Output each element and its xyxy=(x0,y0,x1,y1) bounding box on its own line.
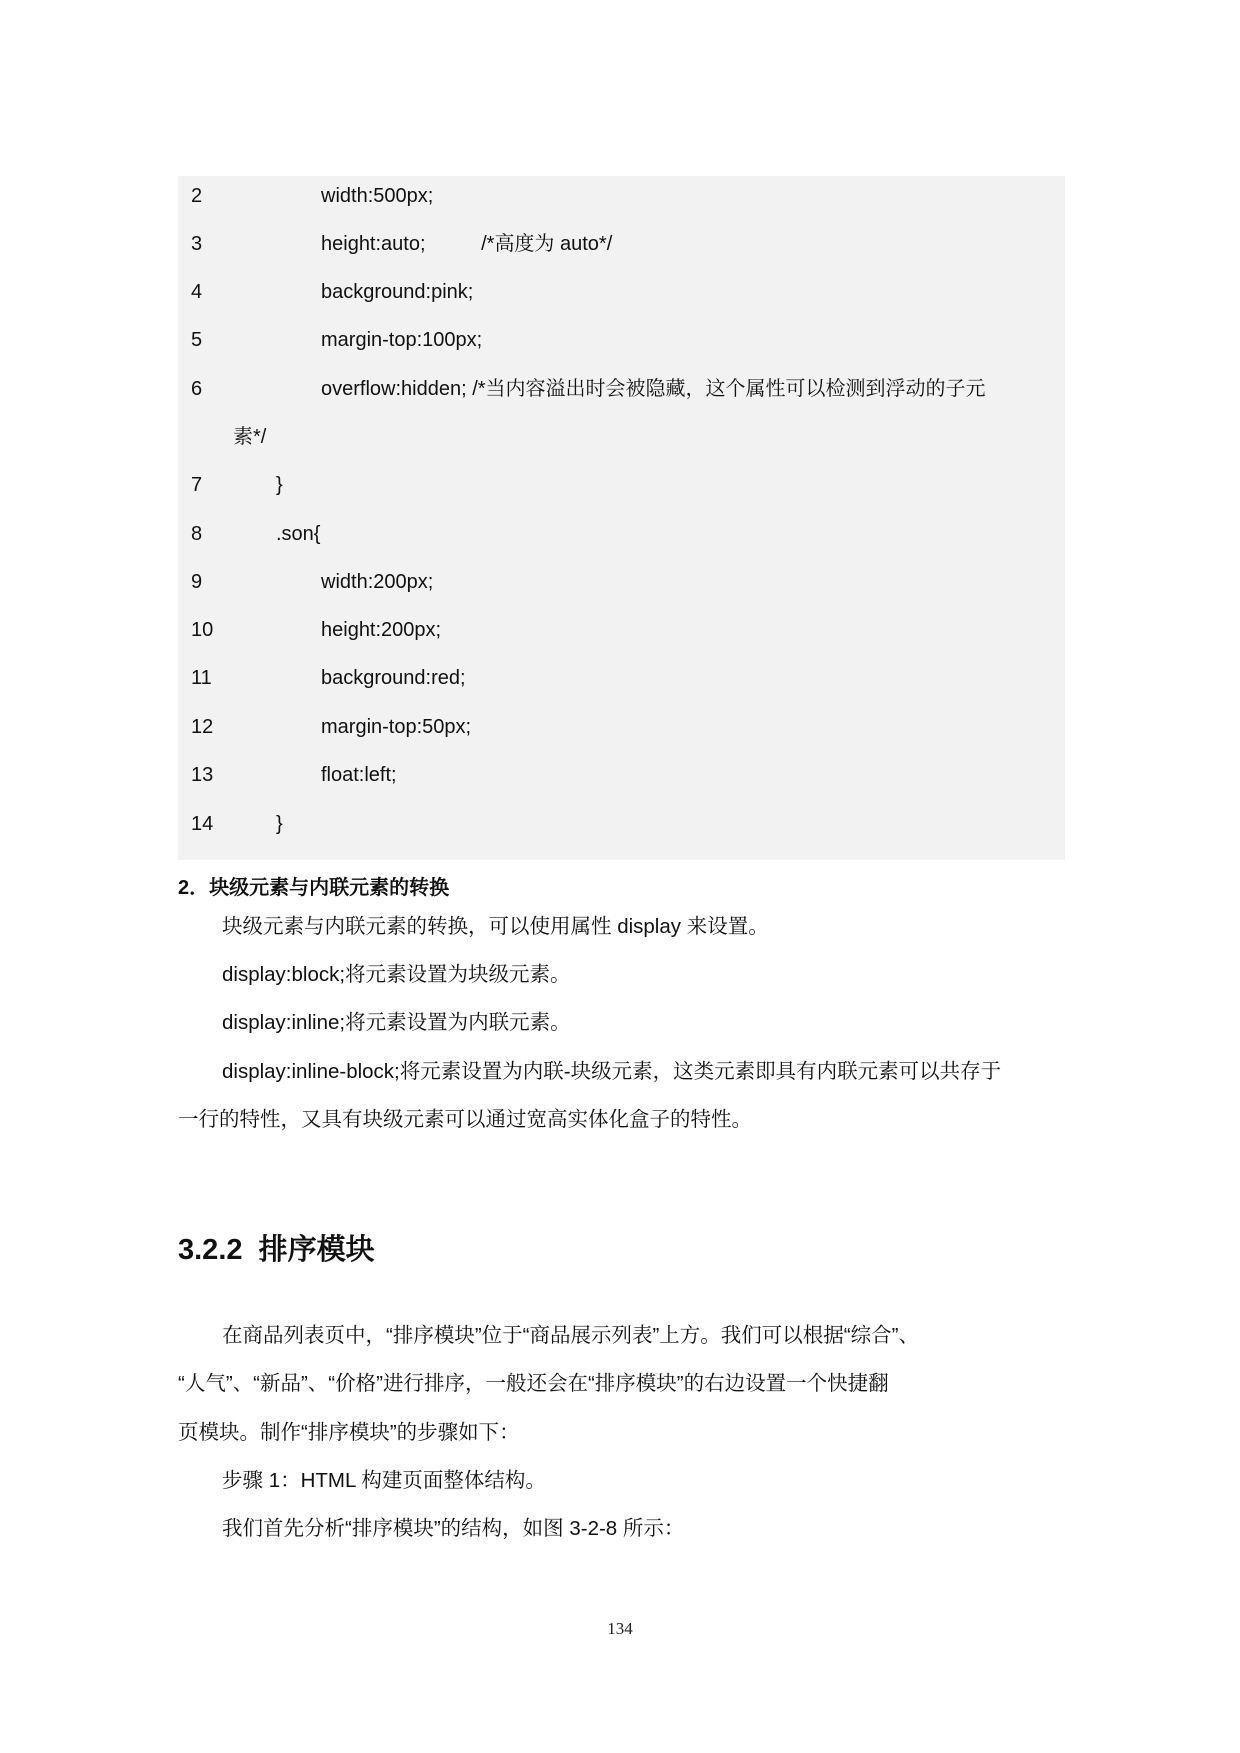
paragraph: display:inline;将元素设置为内联元素。 xyxy=(222,1011,571,1034)
line-number: 4 xyxy=(191,281,203,303)
code-text: height:auto; /*高度为 auto*/ xyxy=(321,233,613,255)
code-line xyxy=(178,707,1065,747)
code-line xyxy=(178,369,1065,409)
code-text: .son{ xyxy=(276,523,321,545)
code-line xyxy=(178,610,1065,650)
code-line-continuation xyxy=(178,417,1065,457)
page-number: 134 xyxy=(607,1619,633,1638)
code-text: background:pink; xyxy=(321,281,474,303)
code-line xyxy=(178,658,1065,698)
section-title: 3.2.2 排序模块 xyxy=(178,1234,375,1266)
line-number: 10 xyxy=(191,619,214,641)
code-text: background:red; xyxy=(321,667,466,689)
paragraph: 我们首先分析“排序模块”的结构，如图 3-2-8 所示： xyxy=(222,1517,685,1540)
paragraph: display:inline-block;将元素设置为内联-块级元素，这类元素即具有内联元素可以共存于 xyxy=(222,1060,1002,1083)
line-number: 7 xyxy=(191,474,203,496)
code-line xyxy=(178,272,1065,312)
code-line xyxy=(178,176,1065,216)
subheading: 2．块级元素与内联元素的转换 xyxy=(178,877,450,899)
line-number: 8 xyxy=(191,523,203,545)
line-number: 12 xyxy=(191,716,214,738)
line-number: 11 xyxy=(191,667,212,689)
code-line xyxy=(178,465,1065,505)
line-number: 2 xyxy=(191,185,203,207)
code-text: width:500px; xyxy=(321,185,434,207)
paragraph: 块级元素与内联元素的转换，可以使用属性 display 来设置。 xyxy=(222,915,769,938)
code-text: } xyxy=(276,813,283,835)
line-number: 14 xyxy=(191,813,214,835)
code-text: margin-top:50px; xyxy=(321,716,472,738)
code-text: width:200px; xyxy=(321,571,434,593)
paragraph: “人气”、“新品”、“价格”进行排序，一般还会在“排序模块”的右边设置一个快捷翻 xyxy=(178,1372,889,1395)
code-line xyxy=(178,562,1065,602)
code-line xyxy=(178,755,1065,795)
paragraph: 步骤 1：HTML 构建页面整体结构。 xyxy=(222,1469,546,1492)
code-line xyxy=(178,320,1065,360)
code-line xyxy=(178,804,1065,844)
code-text: overflow:hidden; /*当内容溢出时会被隐藏，这个属性可以检测到浮动的子元 xyxy=(321,378,986,400)
code-text: } xyxy=(276,474,283,496)
paragraph: display:block;将元素设置为块级元素。 xyxy=(222,963,571,986)
paragraph: 一行的特性，又具有块级元素可以通过宽高实体化盒子的特性。 xyxy=(178,1108,752,1131)
code-text: height:200px; xyxy=(321,619,442,641)
line-number: 13 xyxy=(191,764,214,786)
line-number: 5 xyxy=(191,329,203,351)
line-number: 9 xyxy=(191,571,203,593)
line-number: 3 xyxy=(191,233,203,255)
paragraph: 在商品列表页中，“排序模块”位于“商品展示列表”上方。我们可以根据“综合”、 xyxy=(222,1324,919,1347)
paragraph: 页模块。制作“排序模块”的步骤如下： xyxy=(178,1421,520,1444)
code-block xyxy=(178,176,1065,860)
code-line xyxy=(178,224,1065,264)
line-number: 6 xyxy=(191,378,203,400)
code-text: margin-top:100px; xyxy=(321,329,483,351)
code-text: 素*/ xyxy=(233,426,267,448)
code-line xyxy=(178,514,1065,554)
code-text: float:left; xyxy=(321,764,397,786)
